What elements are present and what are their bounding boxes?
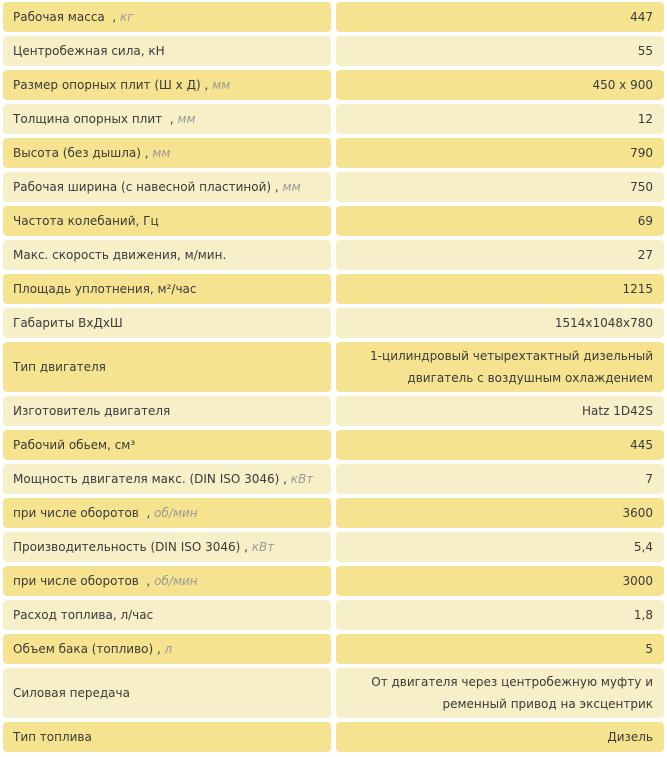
spec-value: 5 bbox=[336, 634, 664, 664]
spec-unit-separator: , bbox=[140, 146, 153, 160]
spec-label: Высота (без дышла) bbox=[13, 146, 141, 160]
spec-label: Рабочий обьем, см³ bbox=[13, 438, 136, 452]
spec-label: Тип топлива bbox=[13, 730, 92, 744]
spec-unit: об/мин bbox=[154, 506, 198, 520]
spec-row-operating-weight bbox=[0, 2, 667, 32]
spec-label: при числе оборотов bbox=[13, 574, 139, 588]
spec-label: Объем бака (топливо) bbox=[13, 642, 154, 656]
spec-value: 447 bbox=[336, 2, 664, 32]
spec-label: Тип двигателя bbox=[13, 360, 106, 374]
spec-value: 12 bbox=[336, 104, 664, 134]
spec-label: Толщина опорных плит bbox=[13, 112, 163, 126]
spec-unit: об/мин bbox=[154, 574, 198, 588]
spec-label: Макс. скорость движения, м/мин. bbox=[13, 248, 227, 262]
spec-label-cell bbox=[3, 464, 331, 494]
spec-row-compaction-area bbox=[0, 274, 667, 304]
spec-unit-separator: , bbox=[104, 10, 121, 24]
spec-value: 27 bbox=[336, 240, 664, 270]
spec-unit-separator: , bbox=[153, 642, 165, 656]
spec-label-cell bbox=[3, 70, 331, 100]
spec-unit: кВт bbox=[290, 472, 314, 486]
spec-row-power-transmission bbox=[0, 668, 667, 718]
spec-unit: кВт bbox=[251, 540, 275, 554]
spec-row-tank-volume bbox=[0, 634, 667, 664]
spec-label: Рабочая ширина (с навесной пластиной) bbox=[13, 180, 272, 194]
spec-label-cell bbox=[3, 206, 331, 236]
spec-row-height bbox=[0, 138, 667, 168]
spec-label: Мощность двигателя макс. (DIN ISO 3046) bbox=[13, 472, 280, 486]
spec-label: Габариты ВхДхШ bbox=[13, 316, 123, 330]
spec-row-fuel-consumption bbox=[0, 600, 667, 630]
spec-row-output-power bbox=[0, 532, 667, 562]
spec-row-max-speed bbox=[0, 240, 667, 270]
spec-unit-separator: , bbox=[240, 540, 252, 554]
spec-unit: л bbox=[164, 642, 173, 656]
spec-label: Расход топлива, л/час bbox=[13, 608, 154, 622]
spec-label-cell bbox=[3, 342, 331, 392]
spec-label-cell bbox=[3, 600, 331, 630]
spec-row-working-width bbox=[0, 172, 667, 202]
spec-row-dimensions bbox=[0, 308, 667, 338]
spec-value: 7 bbox=[336, 464, 664, 494]
spec-label-cell bbox=[3, 532, 331, 562]
spec-value: 1-цилиндровый четырехтактный дизельный двигатель с воздушным охлаждением bbox=[336, 342, 664, 392]
spec-label-cell bbox=[3, 2, 331, 32]
spec-row-rpm-at-output bbox=[0, 566, 667, 596]
spec-label: Рабочая масса bbox=[13, 10, 105, 24]
spec-unit: мм bbox=[212, 78, 231, 92]
spec-row-centrifugal-force bbox=[0, 36, 667, 66]
spec-row-engine-type bbox=[0, 342, 667, 392]
spec-label-cell bbox=[3, 308, 331, 338]
spec-label-cell bbox=[3, 274, 331, 304]
spec-value: 1514x1048x780 bbox=[336, 308, 664, 338]
spec-row-rpm-at-max-power bbox=[0, 498, 667, 528]
spec-label: Площадь уплотнения, м²/час bbox=[13, 282, 197, 296]
spec-unit-separator: , bbox=[200, 78, 213, 92]
spec-value: 3600 bbox=[336, 498, 664, 528]
spec-row-base-plate-size bbox=[0, 70, 667, 100]
spec-label-cell bbox=[3, 396, 331, 426]
spec-row-vibration-frequency bbox=[0, 206, 667, 236]
spec-value: 55 bbox=[336, 36, 664, 66]
spec-unit: кг bbox=[120, 10, 134, 24]
spec-label-cell bbox=[3, 36, 331, 66]
spec-label-cell bbox=[3, 104, 331, 134]
spec-label: Силовая передача bbox=[13, 686, 130, 700]
spec-value: 5,4 bbox=[336, 532, 664, 562]
spec-value: От двигателя через центробежную муфту и ременный привод на эксцентрик bbox=[336, 668, 664, 718]
spec-row-fuel-type bbox=[0, 722, 667, 752]
spec-row-displacement bbox=[0, 430, 667, 460]
spec-row-engine-manufacturer bbox=[0, 396, 667, 426]
spec-value: Hatz 1D42S bbox=[336, 396, 664, 426]
spec-value: 750 bbox=[336, 172, 664, 202]
spec-label: Изготовитель двигателя bbox=[13, 404, 171, 418]
spec-unit: мм bbox=[152, 146, 171, 160]
spec-value: Дизель bbox=[336, 722, 664, 752]
spec-unit: мм bbox=[177, 112, 196, 126]
spec-label: Производительность (DIN ISO 3046) bbox=[13, 540, 241, 554]
spec-unit-separator: , bbox=[138, 506, 155, 520]
spec-label-cell bbox=[3, 722, 331, 752]
spec-value: 3000 bbox=[336, 566, 664, 596]
spec-unit: мм bbox=[282, 180, 301, 194]
spec-label-cell bbox=[3, 668, 331, 718]
spec-unit-separator: , bbox=[162, 112, 178, 126]
spec-value: 790 bbox=[336, 138, 664, 168]
spec-label-cell bbox=[3, 138, 331, 168]
spec-label: Центробежная сила, кН bbox=[13, 44, 165, 58]
spec-row-max-engine-power bbox=[0, 464, 667, 494]
spec-unit-separator: , bbox=[271, 180, 283, 194]
spec-value: 1215 bbox=[336, 274, 664, 304]
spec-label-cell bbox=[3, 172, 331, 202]
spec-label-cell bbox=[3, 566, 331, 596]
spec-unit-separator: , bbox=[279, 472, 291, 486]
spec-value: 450 x 900 bbox=[336, 70, 664, 100]
spec-label: при числе оборотов bbox=[13, 506, 139, 520]
spec-value: 69 bbox=[336, 206, 664, 236]
spec-label-cell bbox=[3, 430, 331, 460]
spec-label-cell bbox=[3, 240, 331, 270]
spec-value: 445 bbox=[336, 430, 664, 460]
spec-label-cell bbox=[3, 634, 331, 664]
spec-value: 1,8 bbox=[336, 600, 664, 630]
spec-label-cell bbox=[3, 498, 331, 528]
spec-row-base-plate-thickness bbox=[0, 104, 667, 134]
spec-unit-separator: , bbox=[138, 574, 155, 588]
spec-label: Частота колебаний, Гц bbox=[13, 214, 159, 228]
spec-label: Размер опорных плит (Ш х Д) bbox=[13, 78, 201, 92]
